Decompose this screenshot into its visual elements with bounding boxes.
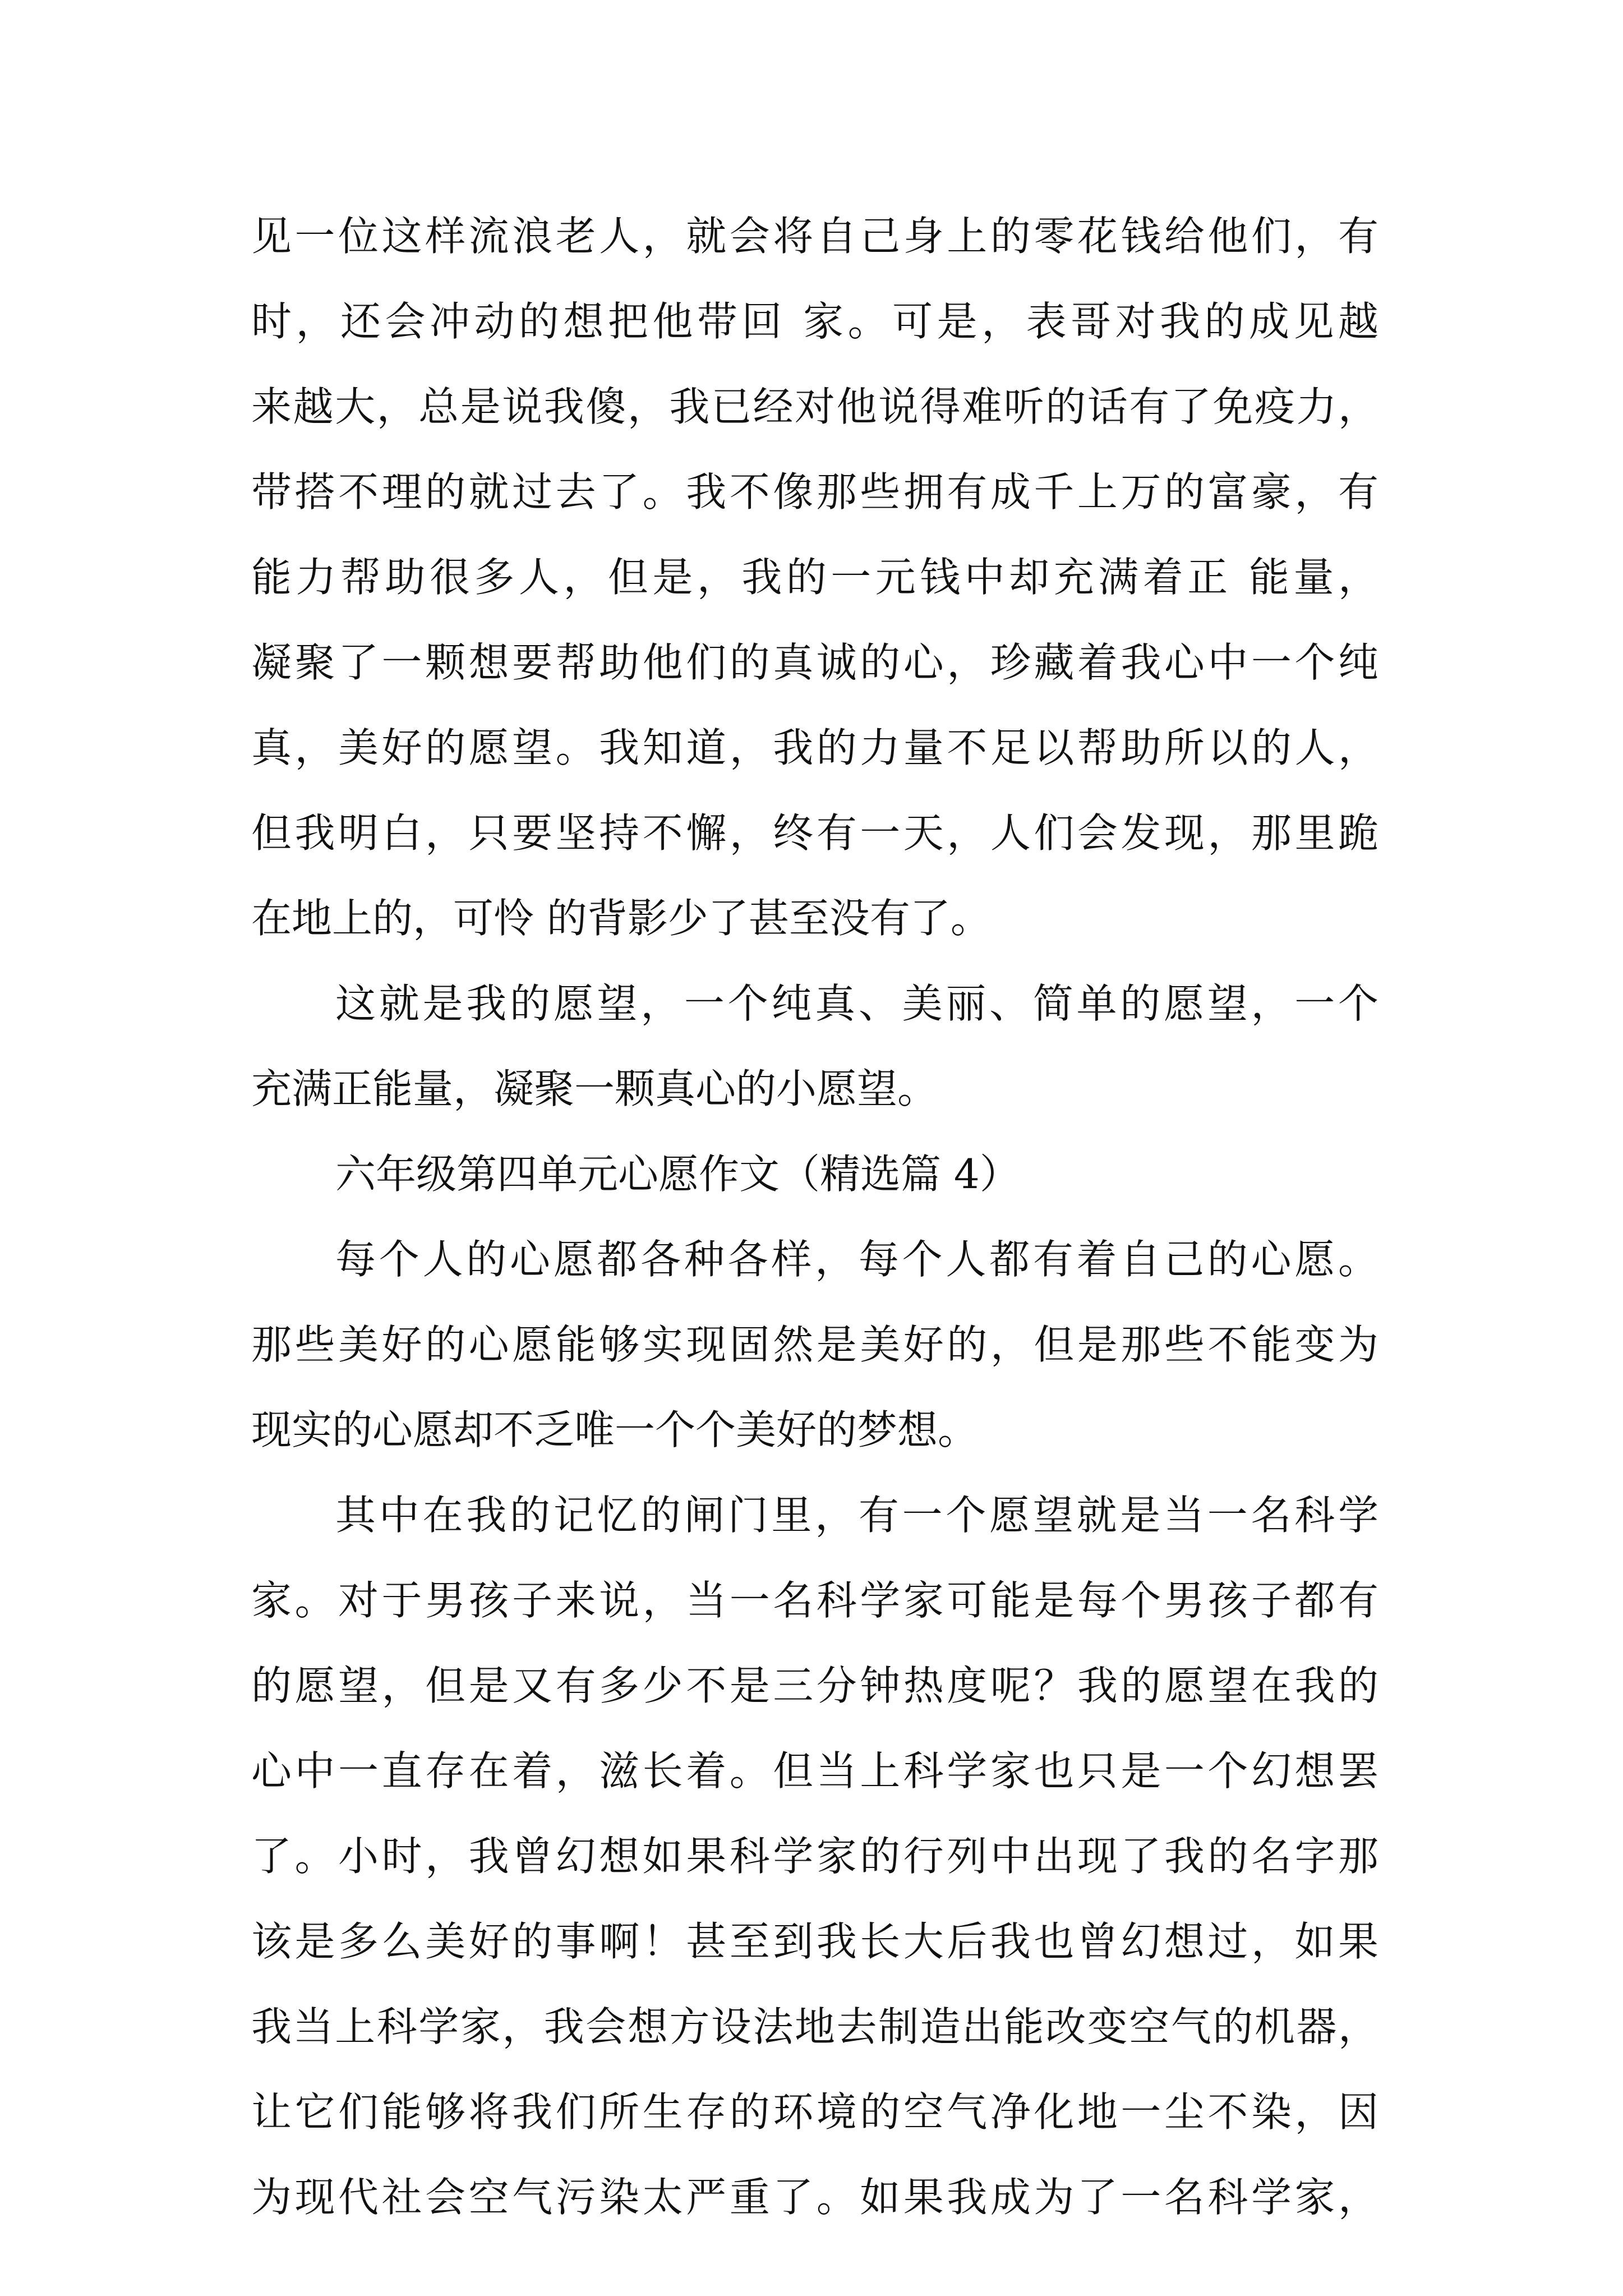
text-line: 让它们能够将我们所生存的环境的空气净化地一尘不染，因: [251, 2088, 1378, 2136]
text-line: 来越大，总是说我傻，我已经对他说得难听的话有了免疫力，: [251, 383, 1378, 430]
text-line: 了。小时，我曾幻想如果科学家的行列中出现了我的名字那: [251, 1833, 1378, 1880]
text-line: 见一位这样流浪老人，就会将自己身上的零花钱给他们，有: [251, 213, 1378, 260]
text-line: 其中在我的记忆的闸门里，有一个愿望就是当一名科学: [335, 1492, 1378, 1539]
text-line: 心中一直存在着，滋长着。但当上科学家也只是一个幻想罢: [251, 1747, 1378, 1795]
text-line: 该是多么美好的事啊！甚至到我长大后我也曾幻想过，如果: [251, 1918, 1378, 1965]
text-line: 充满正能量，凝聚一颗真心的小愿望。: [251, 1065, 938, 1112]
text-line: 这就是我的愿望，一个纯真、美丽、简单的愿望，一个: [335, 980, 1378, 1027]
text-line: 真，美好的愿望。我知道，我的力量不足以帮助所以的人，: [251, 724, 1378, 771]
section-heading: 六年级第四单元心愿作文（精选篇 4）: [335, 1151, 1020, 1198]
text-line: 能力帮助很多人，但是，我的一元钱中却充满着正 能量，: [251, 554, 1378, 601]
text-line: 为现代社会空气污染太严重了。如果我成为了一名科学家，: [251, 2174, 1378, 2221]
text-line: 时，还会冲动的想把他带回 家。可是，表哥对我的成见越: [251, 298, 1378, 345]
text-line: 家。对于男孩子来说，当一名科学家可能是每个男孩子都有: [251, 1577, 1378, 1624]
text-line: 凝聚了一颗想要帮助他们的真诚的心，珍藏着我心中一个纯: [251, 639, 1378, 686]
text-line: 在地上的，可怜 的背影少了甚至没有了。: [251, 895, 991, 942]
text-line: 的愿望，但是又有多少不是三分钟热度呢？我的愿望在我的: [251, 1662, 1378, 1709]
text-line: 但我明白，只要坚持不懈，终有一天，人们会发现，那里跪: [251, 809, 1378, 857]
text-line: 现实的心愿却不乏唯一个个美好的梦想。: [251, 1406, 979, 1453]
text-line: 带搭不理的就过去了。我不像那些拥有成千上万的富豪，有: [251, 468, 1378, 516]
text-line: 那些美好的心愿能够实现固然是美好的，但是那些不能变为: [251, 1321, 1378, 1368]
text-line: 我当上科学家，我会想方设法地去制造出能改变空气的机器，: [251, 2003, 1378, 2050]
text-line: 每个人的心愿都各种各样，每个人都有着自己的心愿。: [335, 1236, 1378, 1283]
